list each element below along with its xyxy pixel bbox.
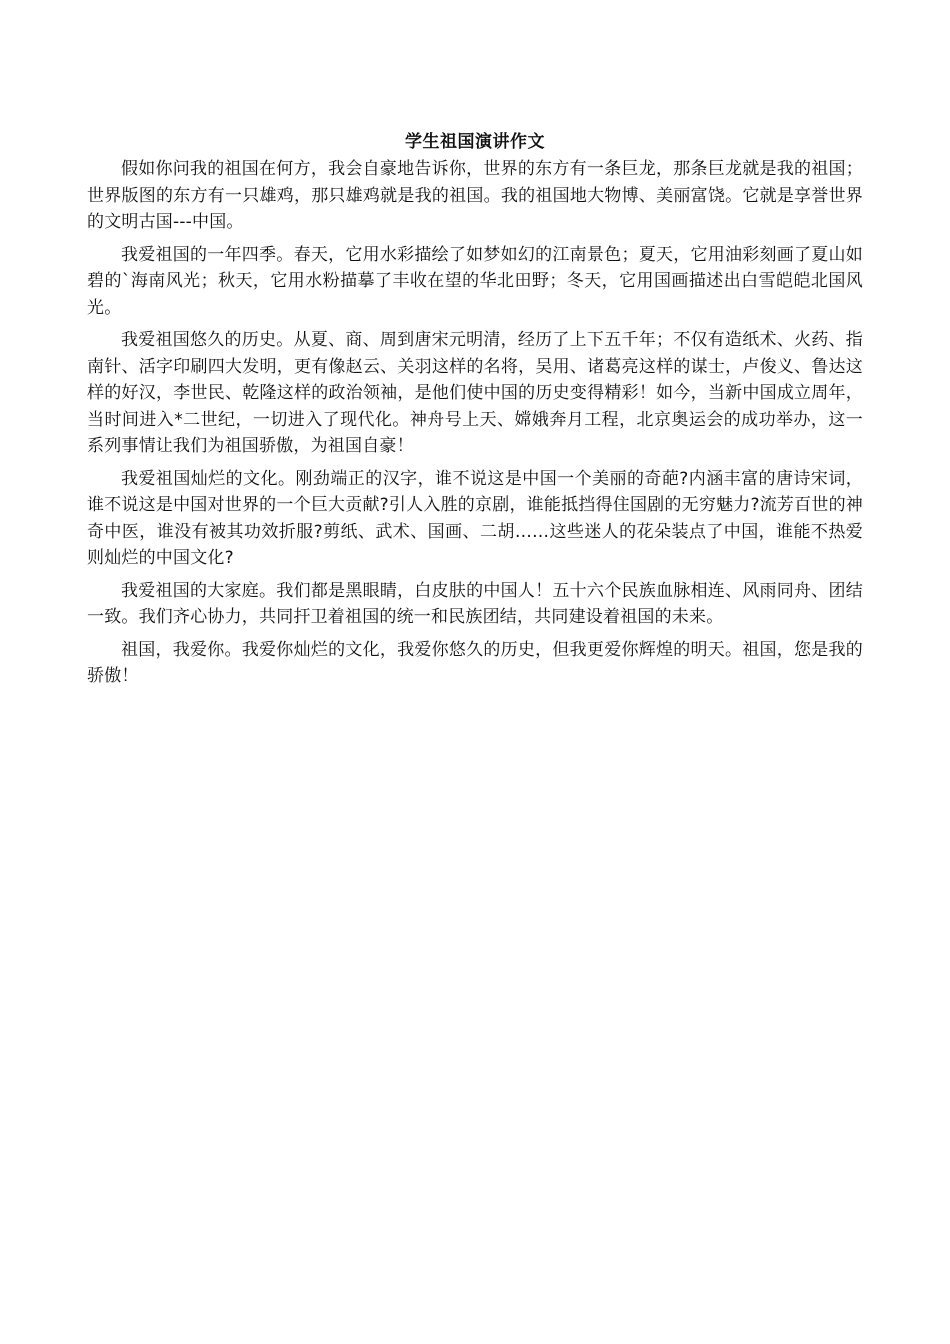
paragraph-1: 假如你问我的祖国在何方，我会自豪地告诉你，世界的东方有一条巨龙，那条巨龙就是我的祖国；世界版图的东方有一只雄鸡，那只雄鸡就是我的祖国。我的祖国地大物博、美丽富饶。它就是享誉世界的文明古国---中国。 (87, 159, 863, 232)
document-title: 学生祖国演讲作文 (405, 132, 545, 152)
paragraph-4: 我爱祖国灿烂的文化。刚劲端正的汉字，谁不说这是中国一个美丽的奇葩?内涵丰富的唐诗宋词，谁不说这是中国对世界的一个巨大贡献?引人入胜的京剧，谁能抵挡得住国剧的无穷魅力?流芳百世的神奇中医，谁没有被其功效折服?剪纸、武术、国画、二胡……这些迷人的花朵装点了中国，谁能不热爱则灿烂的中国文化? (87, 468, 863, 568)
paragraph-6: 祖国，我爱你。我爱你灿烂的文化，我爱你悠久的历史，但我更爱你辉煌的明天。祖国，您是我的骄傲！ (87, 639, 863, 686)
paragraph-3: 我爱祖国悠久的历史。从夏、商、周到唐宋元明清，经历了上下五千年；不仅有造纸术、火药、指南针、活字印刷四大发明，更有像赵云、关羽这样的名将，吴用、诸葛亮这样的谋士，卢俊义、鲁达这样的好汉，李世民、乾隆这样的政治领袖，是他们使中国的历史变得精彩！如今，当新中国成立周年，当时间进入*二世纪，一切进入了现代化。神舟号上天、嫦娥奔月工程，北京奥运会的成功举办，这一系列事情让我们为祖国骄傲，为祖国自豪！ (87, 330, 863, 456)
paragraph-5: 我爱祖国的大家庭。我们都是黑眼睛，白皮肤的中国人！五十六个民族血脉相连、风雨同舟、团结一致。我们齐心协力，共同扞卫着祖国的统一和民族团结，共同建设着祖国的未来。 (87, 580, 863, 627)
document-body (87, 128, 863, 696)
paragraph-2: 我爱祖国的一年四季。春天，它用水彩描绘了如梦如幻的江南景色；夏天，它用油彩刻画了夏山如碧的`海南风光；秋天，它用水粉描摹了丰收在望的华北田野；冬天，它用国画描述出白雪皑皑北国风光。 (87, 244, 863, 318)
